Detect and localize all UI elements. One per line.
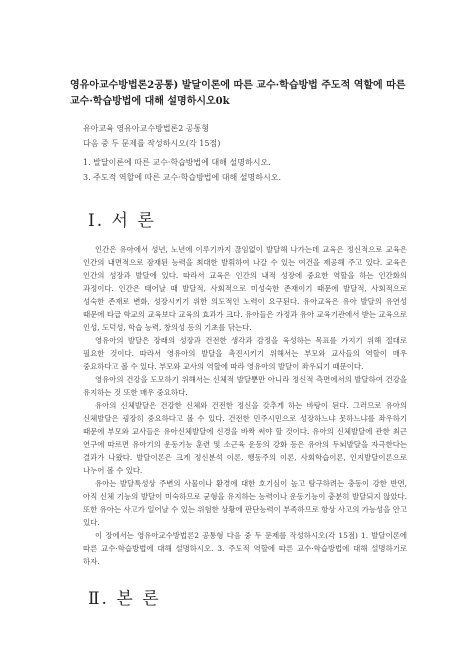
- task-item: 1. 발달이론에 따른 교수·학습방법에 대해 설명하시오.: [83, 158, 271, 167]
- meta-instruction-line: 다음 중 두 문제를 작성하시오(각 15점): [83, 139, 221, 148]
- introduction-body: [83, 243, 407, 568]
- body-paragraph: 이 장에서는 영유아교수방법론2 공통형 다음 중 두 문제를 작성하시오(각 15점) 1. 발달이론에 따른 교수·학습방법에 대해 설명하시오. 3. 주도적 역할에 따른 교수·학습방법에 대해 설명하기로 하자.: [83, 531, 407, 566]
- task-item: 3. 주도적 역할에 따른 교수·학습방법에 대해 설명하시오.: [83, 173, 281, 182]
- task-list: [83, 155, 413, 185]
- body-paragraph: 유아는 발달특성상 주변의 사물이나 환경에 대한 호기심이 높고 탐구하려는 충동이 강한 반면, 아직 신체 기능의 발달이 미숙하므로 균형을 유지하는 능력이나 운동기능이 충분히 발달되지 않았다. 또한 유아는 사고가 일어날 수 있는 위험한 상황에 판단능력이 부족하므로 항상 사고의 가능성을 안고 있다.: [83, 479, 407, 527]
- body-paragraph: 유아의 신체발달은 건강한 신체와 건전한 정신을 갖추게 하는 바탕이 된다. 그러므로 유아의 신체발달은 굉장히 중요하다고 볼 수 있다. 건전한 민주시민으로 성장하느냐 못하느냐를 좌우하기 때문에 부모와 교사들은 유아신체발달에 신경을 바짝 써야 할 것이다. 유아의 신체발달에 관한 최근 연구에 따르면 유아기의 운동기능 훈련 및 소근육 운동의 강화 등은 유아의 두뇌발달을 자극한다는 결과가 나왔다. 발달이론은 크게 정신분석 이론, 행동주의 이론, 사회학습이론, 인지발달이론으로 나누어 볼 수 있다.: [83, 401, 407, 475]
- body-paragraph: 영유아의 발달은 장래의 성장과 건전한 생각과 감정을 육성하는 목표를 가지기 위해 절대로 필요한 것이다. 따라서 영유아의 발달을 촉진시키기 위해서는 부모와 교사들의 역할이 매우 중요하다고 볼 수 있다. 부모와 교사의 역할에 따라 영유아의 발달이 좌우되기 때문이다.: [83, 336, 407, 371]
- meta-course-line: 유아교육 영유아교수방법론2 공통형: [83, 124, 210, 133]
- body-paragraph: 인간은 유아에서 성년, 노년에 이루기까지 끊임없이 발달해 나가는데 교육은 정신적으로 교육은 인간의 내면적으로 잠재된 능력을 최대한 발휘하여 나갈 수 있는 여건을 제공해 주고 있다. 교육은 인간의 성장과 발달에 있다. 따라서 교육은 인간의 내적 성장에 중요한 역할을 하는 인간화의 과정이다. 인간은 태어날 때 발달적, 사회적으로 미성숙한 존재이기 때문에 발달적, 사회적으로 성숙한 존재로 변화, 성장시키기 위한 의도적인 노력이 요구된다. 유아교육은 유아 발달의 유연성 때문에 타급 학교의 교육보다 교육의 효과가 크다. 유아들은 가정과 유아 교육기관에서 받는 교육으로 인성, 도덕성, 학습 능력, 창의성 등의 기초를 닦는다.: [83, 245, 407, 332]
- section-heading-main-body: Ⅱ. 본 론: [88, 589, 161, 609]
- body-paragraph: 영유아의 건강을 도모하기 위해서는 신체적 발달뿐만 아니라 정신적 측면에서의 발달하여 건강을 유지하는 것 또한 매우 중요하다.: [83, 375, 407, 397]
- document-title: 영유아교수방법론2공통) 발달이론에 따른 교수·학습방법 주도적 역할에 따른 교수·학습방법에 대해 설명하시오0k: [70, 80, 406, 107]
- assignment-meta: [83, 121, 413, 151]
- section-heading-introduction: Ⅰ. 서 론: [88, 211, 156, 231]
